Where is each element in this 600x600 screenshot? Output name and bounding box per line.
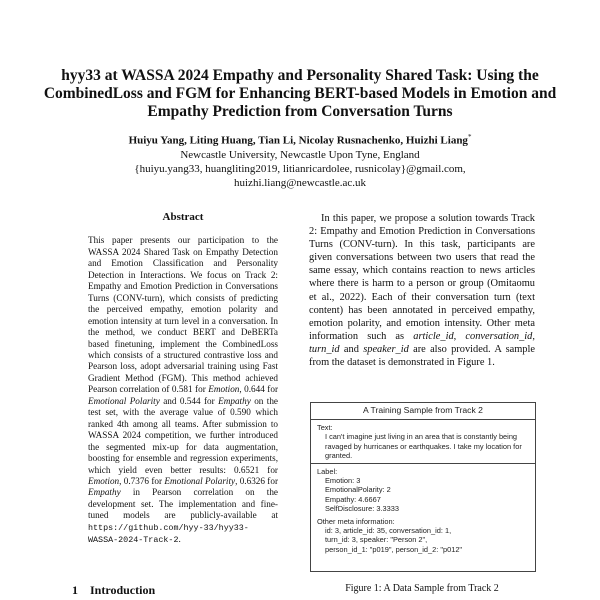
abstract-heading: Abstract [162,211,204,223]
intro-paragraph: In this paper, we propose a solution towards Track 2: Empathy and Emotion Prediction in Conversations Turns (CONV-turn). In this task, participants are given conversations between two users that read the same essay, which contains reaction to news articles where there is harm to a person or group (Omitaomu et al., 2022). Each of their conversation turn (text content) has been annotated in perceived empathy, emotion polarity, and emotion intensity. Other meta information such as article_id, conversation_id, turn_id and speaker_id are also provided. A sample from the dataset is demonstrated in Figure 1. [309,213,535,369]
figure-text-value: I can't imagine just living in an area that is constantly being ravaged by hurricanes or earthquakes. I take my location for granted. [325,432,522,460]
meta-line: person_id_1: "p019", person_id_2: "p012" [325,544,463,554]
author-mark: * [467,133,472,141]
figure-caption: Figure 1: A Data Sample from Track 2 [345,583,499,594]
paper-title: hyy33 at WASSA 2024 Empathy and Personality Shared Task: Using the CombinedLoss and FGM for Enhancing BERT-based Models in Emotion and Empathy Prediction from Conversation Turns [43,67,557,120]
left-column [88,212,278,547]
label-selfdisclosure: SelfDisclosure: 3.3333 [325,503,399,513]
section-title: Introduction [90,583,156,597]
meta-line: turn_id: 3, speaker: "Person 2", [325,535,428,545]
affiliation: Newcastle University, Newcastle Upon Tyne, England [180,148,420,161]
section-heading [72,583,155,598]
repo-link[interactable]: https://github.com/hyy-33/hyy33-WASSA-2024-Track-2 [88,522,249,546]
figure-sample-box [310,402,536,572]
figure-text-label: Text: [317,423,333,433]
right-column [309,212,535,369]
label-empathy: Empathy: 4.6667 [325,494,381,504]
author-names: Huiyu Yang, Liting Huang, Tian Li, Nicolay Rusnachenko, Huizhi Liang* [128,133,472,147]
label-emotion: Emotion: 3 [325,476,361,486]
author-block [40,130,560,190]
figure-divider [311,463,535,464]
meta-line: id: 3, article_id: 35, conversation_id: 1, [325,526,452,536]
section-number: 1 [72,583,78,597]
label-polarity: EmotionalPolarity: 2 [325,485,391,495]
figure-body [311,420,535,557]
figure-header: A Training Sample from Track 2 [311,403,535,420]
author-emails: {huiyu.yang33, huangliting2019, litianricardolee, rusnicolay}@gmail.com, [134,162,466,175]
figure-label-title: Label: [317,467,338,477]
figure-meta-title: Other meta information: [317,517,395,527]
abstract-body: This paper presents our participation to the WASSA 2024 Shared Task on Empathy Detection and Emotion Classification and Personality Detection in Interactions. We focus on Track 2: Empathy and Emotion Prediction in Conversations Turns (CONV-turn), which consists of predicting the perceived empathy, emotion polarity and emotion intensity at turn level in a conversation. In the method, we conduct BERT and DeBERTa based finetuning, implement the CombinedLoss which consists of a structured contrastive loss and Pearson loss, adopt adversarial training using Fast Gradient Method (FGM). This method achieved Pearson correlation of 0.581 for Emotion, 0.644 for Emotional Polarity and 0.544 for Empathy on the test set, with the average value of 0.590 which ranked 4th among all teams. After submission to WASSA 2024 competition, we further introduced the segmented mix-up for data augmentation, boosting for ensemble and regression experiments, which yield even better results: 0.6521 for Emotion, 0.7376 for Emotional Polarity, 0.6326 for Empathy in Pearson correlation on the development set. The implementation and fine-tuned models are publicly-available at https://github.com/hyy-33/hyy33-WASSA-2024-Track-2. [88,235,279,546]
author-email-2: huizhi.liang@newcastle.ac.uk [234,176,366,189]
